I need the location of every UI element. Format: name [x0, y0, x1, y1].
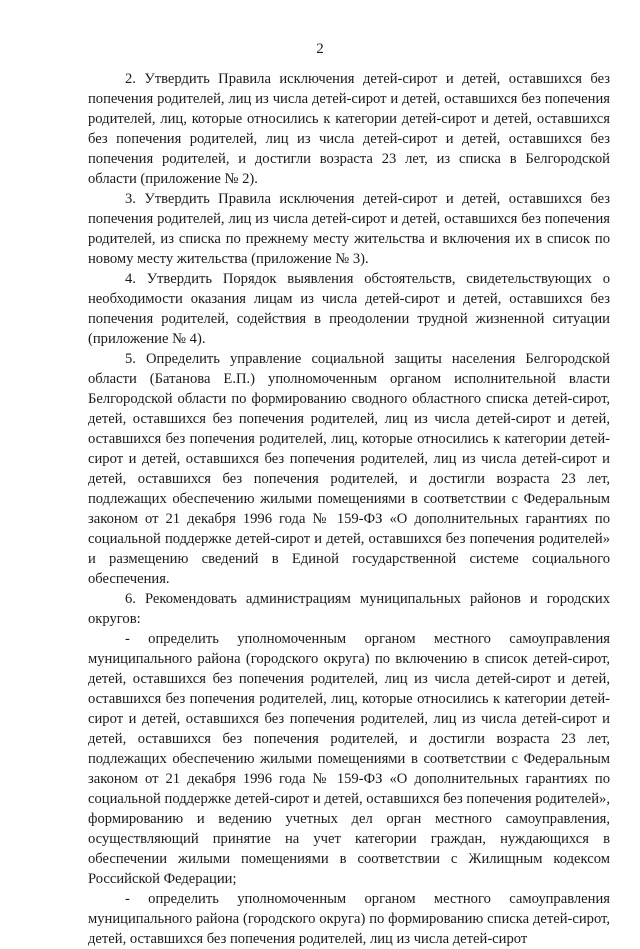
paragraph-item-3: 3. Утвердить Правила исключения детей-сирот и детей, оставшихся без попечения родителей, лиц из числа детей-сирот и детей, оставшихся без попечения родителей, из списка по прежнему месту жительства и включения их в список по новому месту жительства (приложение № 3). — [88, 191, 610, 267]
paragraph-item-5: 5. Определить управление социальной защиты населения Белгородской области (Батанова Е.П.) уполномоченным органом исполнительной власти Белгородской области по формированию сводного областного списка детей-сирот, детей, оставшихся без попечения родителей, лиц из числа детей-сирот и детей, оставшихся без попечения родителей, лиц, которые относились к категории детей-сирот и детей, оставшихся без попечения родителей, лиц из числа детей-сирот и детей, оставшихся без попечения родителей, и достигли возраста 23 лет, подлежащих обеспечению жилыми помещениями в соответствии с Федеральным законом от 21 декабря 1996 года № 159-ФЗ «О дополнительных гарантиях по социальной поддержке детей-сирот и детей, оставшихся без попечения родителей» и размещению сведений в Единой государственной системе социального обеспечения. — [88, 351, 610, 587]
page-number: 2 — [316, 41, 324, 57]
paragraph-subitem-2: - определить уполномоченным органом местного самоуправления муниципального района (городского округа) по формированию списка детей-сирот, детей, оставшихся без попечения родителей, лиц из числа детей-сирот — [88, 891, 610, 947]
paragraph-item-4: 4. Утвердить Порядок выявления обстоятельств, свидетельствующих о необходимости оказания лицам из числа детей-сирот и детей, оставшихся без попечения родителей, содействия в преодолении трудной жизненной ситуации (приложение № 4). — [88, 271, 610, 347]
document-body — [88, 69, 610, 949]
paragraph-subitem-1: - определить уполномоченным органом местного самоуправления муниципального района (городского округа) по включению в список детей-сирот, детей, оставшихся без попечения родителей, лиц из числа детей-сирот и детей, оставшихся без попечения родителей, лиц, которые относились к категории детей-сирот и детей, оставшихся без попечения родителей, лиц из числа детей-сирот и детей, оставшихся без попечения родителей, и достигли возраста 23 лет, подлежащих обеспечению жилыми помещениями в соответствии с Федеральным законом от 21 декабря 1996 года № 159-ФЗ «О дополнительных гарантиях по социальной поддержке детей-сирот и детей, оставшихся без попечения родителей», формированию и ведению учетных дел орган местного самоуправления, осуществляющий принятие на учет категории граждан, нуждающихся в обеспечении жилыми помещениями в соответствии с Жилищным кодексом Российской Федерации; — [88, 631, 610, 887]
paragraph-item-2: 2. Утвердить Правила исключения детей-сирот и детей, оставшихся без попечения родителей, лиц из числа детей-сирот и детей, оставшихся без попечения родителей, лиц, которые относились к категории детей-сирот и детей, оставшихся без попечения родителей, лиц из числа детей-сирот и детей, оставшихся без попечения родителей, и достигли возраста 23 лет, из списка в Белгородской области (приложение № 2). — [88, 71, 610, 187]
paragraph-item-6: 6. Рекомендовать администрациям муниципальных районов и городских округов: — [88, 591, 610, 627]
